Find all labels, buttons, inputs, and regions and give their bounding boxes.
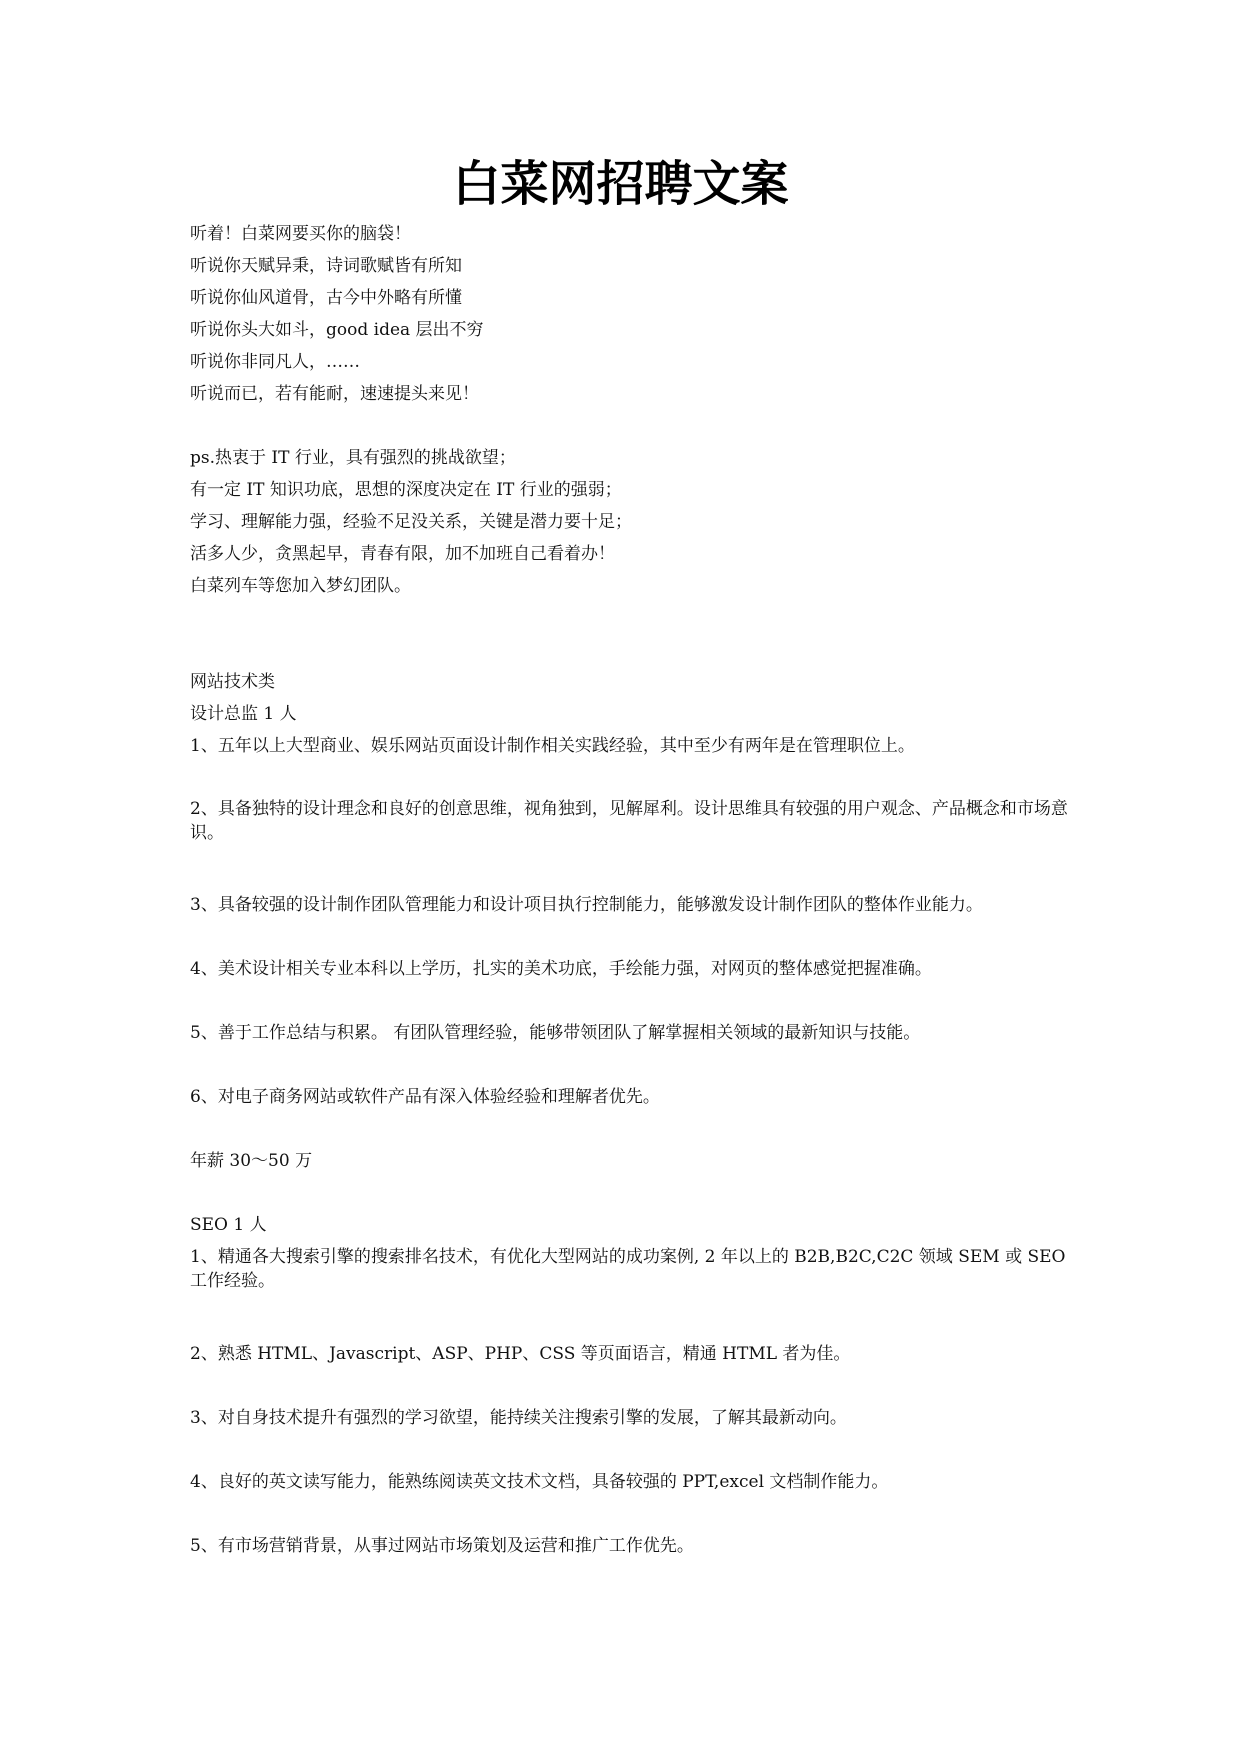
requirement-item: 4、美术设计相关专业本科以上学历，扎实的美术功底，手绘能力强，对网页的整体感觉把握准确。 [190,959,932,979]
intro-line: 听说你头大如斗，good idea 层出不穷 [190,320,484,340]
document-title: 白菜网招聘文案 [452,156,789,212]
intro-line: 听说你天赋异秉，诗词歌赋皆有所知 [190,256,462,276]
intro-line: 听说你仙风道骨，古今中外略有所懂 [190,288,462,308]
requirement-item: 1、精通各大搜索引擎的搜索排名技术，有优化大型网站的成功案例, 2 年以上的 B2B,B2C,C2C 领域 SEM 或 SEO 工作经验。 [190,1247,1066,1291]
requirement-item: 4、良好的英文读写能力，能熟练阅读英文技术文档，具备较强的 PPT,excel 文档制作能力。 [190,1472,889,1492]
requirement-item: 1、五年以上大型商业、娱乐网站页面设计制作相关实践经验，其中至少有两年是在管理职位上。 [190,736,915,756]
job-heading-seo: SEO 1 人 [190,1215,267,1235]
salary-line: 年薪 30～50 万 [190,1151,313,1171]
requirement-item: 3、对自身技术提升有强烈的学习欲望，能持续关注搜索引擎的发展，了解其最新动向。 [190,1408,847,1428]
requirement-item: 5、善于工作总结与积累。 有团队管理经验，能够带领团队了解掌握相关领域的最新知识与技能。 [190,1023,921,1043]
job-heading-design-director: 设计总监 1 人 [190,704,297,724]
requirement-item: 2、具备独特的设计理念和良好的创意思维，视角独到，见解犀利。设计思维具有较强的用户观念、产品概念和市场意识。 [190,799,1068,843]
requirement-item: 2、熟悉 HTML、Javascript、ASP、PHP、CSS 等页面语言，精通 HTML 者为佳。 [190,1344,851,1364]
ps-line: 活多人少，贪黑起早，青春有限，加不加班自己看着办！ [190,544,615,564]
ps-line: 学习、理解能力强，经验不足没关系，关键是潜力要十足； [190,512,632,532]
requirement-item: 3、具备较强的设计制作团队管理能力和设计项目执行控制能力，能够激发设计制作团队的整体作业能力。 [190,895,983,915]
ps-line: 白菜列车等您加入梦幻团队。 [190,576,411,596]
intro-line: 听说而已，若有能耐，速速提头来见！ [190,384,479,404]
intro-line: 听着！白菜网要买你的脑袋！ [190,224,411,244]
ps-line: ps.热衷于 IT 行业，具有强烈的挑战欲望； [190,448,516,468]
intro-line: 听说你非同凡人，…… [190,352,360,372]
section-category: 网站技术类 [190,672,275,692]
ps-line: 有一定 IT 知识功底，思想的深度决定在 IT 行业的强弱； [190,480,622,500]
requirement-item: 5、有市场营销背景，从事过网站市场策划及运营和推广工作优先。 [190,1536,694,1556]
requirement-item: 6、对电子商务网站或软件产品有深入体验经验和理解者优先。 [190,1087,660,1107]
